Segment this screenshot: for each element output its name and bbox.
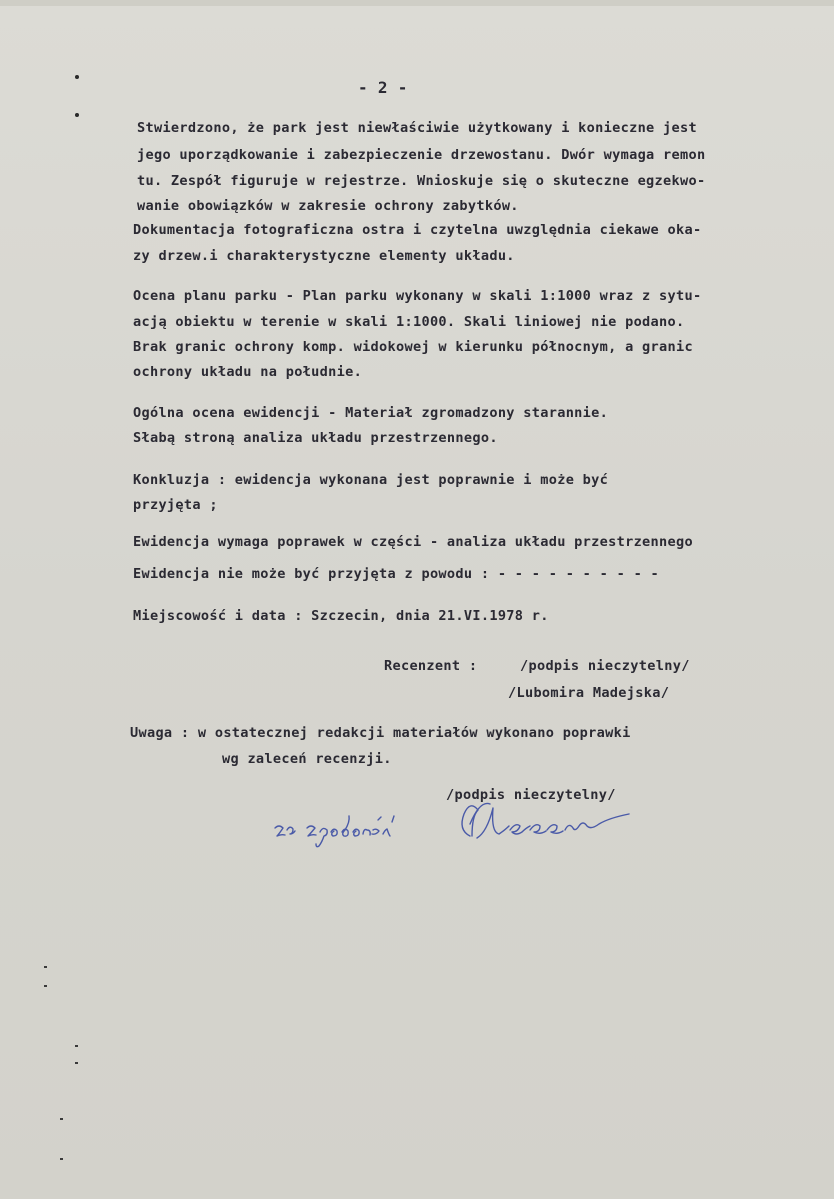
final-signature-note: /podpis nieczytelny/ bbox=[446, 787, 616, 803]
margin-mark bbox=[60, 1158, 63, 1160]
body-line: wanie obowiązków w zakresie ochrony zabytków. bbox=[137, 198, 519, 214]
note-line: Uwaga : w ostatecznej redakcji materiałów wykonano poprawki bbox=[130, 725, 631, 741]
conclusion-line: przyjęta ; bbox=[133, 497, 218, 513]
body-line: zy drzew.i charakterystyczne elementy układu. bbox=[133, 248, 515, 264]
reviewer-signature-note: /podpis nieczytelny/ bbox=[520, 658, 690, 674]
body-line: Stwierdzono, że park jest niewłaściwie użytkowany i konieczne jest bbox=[137, 120, 697, 136]
corrections-line: Ewidencja wymaga poprawek w części - analiza układu przestrzennego bbox=[133, 534, 693, 550]
margin-mark bbox=[60, 1118, 63, 1120]
body-line: acją obiektu w terenie w skali 1:1000. Skali liniowej nie podano. bbox=[133, 314, 685, 330]
body-line: Słabą stroną analiza układu przestrzennego. bbox=[133, 430, 498, 446]
body-line: tu. Zespół figuruje w rejestrze. Wnioskuje się o skuteczne egzekwo- bbox=[137, 173, 706, 189]
page-number: - 2 - bbox=[358, 78, 408, 97]
body-line: Dokumentacja fotograficzna ostra i czytelna uwzględnia ciekawe oka- bbox=[133, 222, 702, 238]
reviewer-name: /Lubomira Madejska/ bbox=[508, 685, 670, 701]
body-line: Ocena planu parku - Plan parku wykonany w skali 1:1000 wraz z sytu- bbox=[133, 288, 702, 304]
paper-edge bbox=[0, 0, 834, 6]
reviewer-label: Recenzent : bbox=[384, 658, 478, 674]
rejection-line: Ewidencja nie może być przyjęta z powodu : - - - - - - - - - - bbox=[133, 566, 660, 582]
margin-mark bbox=[44, 966, 47, 968]
conclusion-line: Konkluzja : ewidencja wykonana jest poprawnie i może być bbox=[133, 472, 609, 488]
body-line: jego uporządkowanie i zabezpieczenie drzewostanu. Dwór wymaga remon bbox=[137, 147, 706, 163]
binder-hole bbox=[75, 75, 79, 79]
handwritten-annotation bbox=[265, 800, 665, 860]
body-line: Ogólna ocena ewidencji - Materiał zgromadzony starannie. bbox=[133, 405, 609, 421]
margin-mark bbox=[44, 985, 47, 987]
note-line: wg zaleceń recenzji. bbox=[222, 751, 392, 767]
body-line: ochrony układu na południe. bbox=[133, 364, 363, 380]
body-line: Brak granic ochrony komp. widokowej w kierunku północnym, a granic bbox=[133, 339, 693, 355]
margin-mark bbox=[75, 1062, 78, 1064]
place-date: Miejscowość i data : Szczecin, dnia 21.VI.1978 r. bbox=[133, 608, 549, 624]
margin-mark bbox=[75, 1045, 78, 1047]
binder-hole bbox=[75, 113, 79, 117]
